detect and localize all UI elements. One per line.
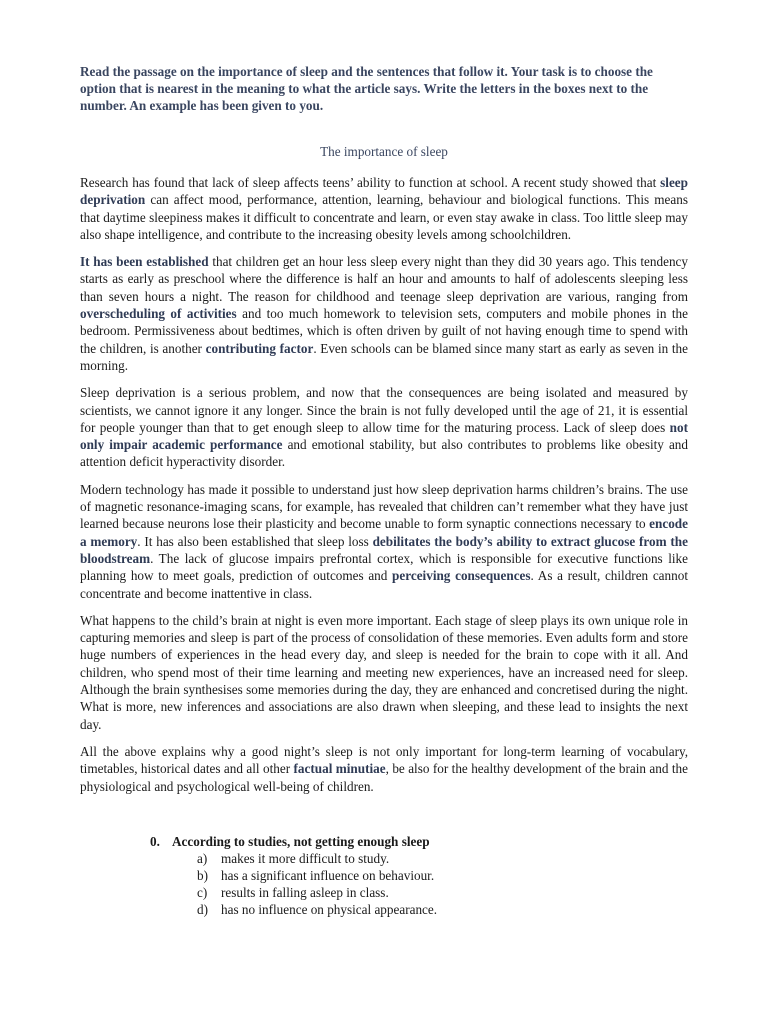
text-run: and too much homework to television sets, computers and mobile phones in the bedroom. Permissiveness about bedtimes, which is often driven by guilt of not having enough time to spend with the children, is another [80,306,688,356]
option-text: has a significant influence on behaviour. [221,867,435,883]
option-letter: b) [197,867,208,883]
text-run: that children get an hour less sleep every night than they did 30 years ago. This tendency starts as early as preschool where the difference is half an hour and amounts to half of adolescents sleeping less than seven hours a night. The reason for childhood and teenage sleep deprivation are various, ranging from [80,254,688,304]
article-paragraph [80,174,688,243]
text-run: Research has found that lack of sleep affects teens’ ability to function at school. A recent study showed that [80,175,661,190]
text-run: What happens to the child’s brain at night is even more important. Each stage of sleep plays its own unique role in capturing memories and sleep is part of the process of consolidation of these memories. Even adults form and store huge numbers of experiences in the head every day, and sleep is needed for the brain to cope with it all. And children, who spend most of their time learning and meeting new experiences, have an increased need for sleep. Although the brain synthesises some memories during the day, they are enhanced and concretised during the night. What is more, new inferences and associations are also drawn when sleeping, and these lead to insights the next day. [80,612,688,732]
article-paragraph [80,612,688,733]
question-number: 0. [150,833,160,849]
bold-phrase: encode a memory [80,516,688,549]
text-run: can affect mood, performance, attention, learning, behaviour and biological functions. This means that daytime sleepiness makes it difficult to concentrate and learn, or even stay awake in class. Too little sleep may also shape intelligence, and contribute to the increasing obesity levels among schoolchildren. [80,192,688,242]
text-run: . It has also been established that sleep loss [137,533,373,549]
text-run: . As a result, children cannot concentrate and become inattentive in class. [80,568,688,601]
text-run: Modern technology has made it possible to understand just how sleep deprivation harms children’s brains. The use of magnetic resonance-imaging scans, for example, has revealed that children can’t remember what they have just learned because neurons lose their plasticity and become unable to form synaptic connections necessary to [80,481,688,532]
answer-option [197,867,688,884]
bold-phrase: contributing factor [205,340,314,356]
answer-options [150,850,688,918]
question-stem [150,833,688,850]
answer-option [197,850,688,867]
option-letter: d) [197,901,208,917]
option-text: has no influence on physical appearance. [221,901,438,917]
option-letter: c) [197,884,208,900]
option-text: results in falling asleep in class. [221,884,389,900]
article-paragraph [80,253,688,374]
bold-phrase: It has been established [80,254,209,270]
text-run: . Even schools can be blamed since many start as early as seven in the morning. [80,340,688,373]
text-run: , be also for the healthy development of the brain and the physiological and psychological well-being of children. [80,761,689,794]
text-run: . The lack of glucose impairs prefrontal cortex, which is responsible for executive functions like planning how to meet goals, prediction of outcomes and [80,550,688,584]
answer-option [197,901,688,918]
article-paragraph [80,384,688,470]
bold-phrase: overscheduling of activities [80,306,237,322]
text-run: All the above explains why a good night’s sleep is not only important for long-term learning of vocabulary, timetables, historical dates and all other [80,743,688,777]
option-text: makes it more difficult to study. [221,850,390,866]
article-title: The importance of sleep [320,144,448,159]
question-block [150,833,688,918]
article-paragraph [80,481,688,602]
option-letter: a) [197,850,208,866]
text-run: Sleep deprivation is a serious problem, and now that the consequences are being isolated and measured by scientists, we cannot ignore it any longer. Since the brain is not fully developed until the age of 21, it is essential for people younger than that to get enough sleep to allow time for the maturing process. Lack of sleep does [80,385,688,435]
article-paragraph [80,743,688,795]
bold-phrase: debilitates the body’s ability to extract glucose from the bloodstream [80,533,688,566]
bold-phrase: perceiving consequences [392,568,531,584]
bold-phrase: sleep deprivation [80,175,688,208]
question-text: According to studies, not getting enough sleep [172,833,430,849]
text-run: and emotional stability, but also contributes to problems like obesity and attention deficit hyperactivity disorder. [80,437,688,470]
answer-option [197,884,688,901]
bold-phrase: not only impair academic performance [80,419,688,453]
document-page [80,63,688,918]
article-body [80,174,688,795]
instructions: Read the passage on the importance of sleep and the sentences that follow it. Your task is to choose the option that is nearest in the meaning to what the article says. Write the letters in the boxes next to the number. An example has been given to you. [80,64,653,113]
bold-phrase: factual minutiae [293,761,386,777]
